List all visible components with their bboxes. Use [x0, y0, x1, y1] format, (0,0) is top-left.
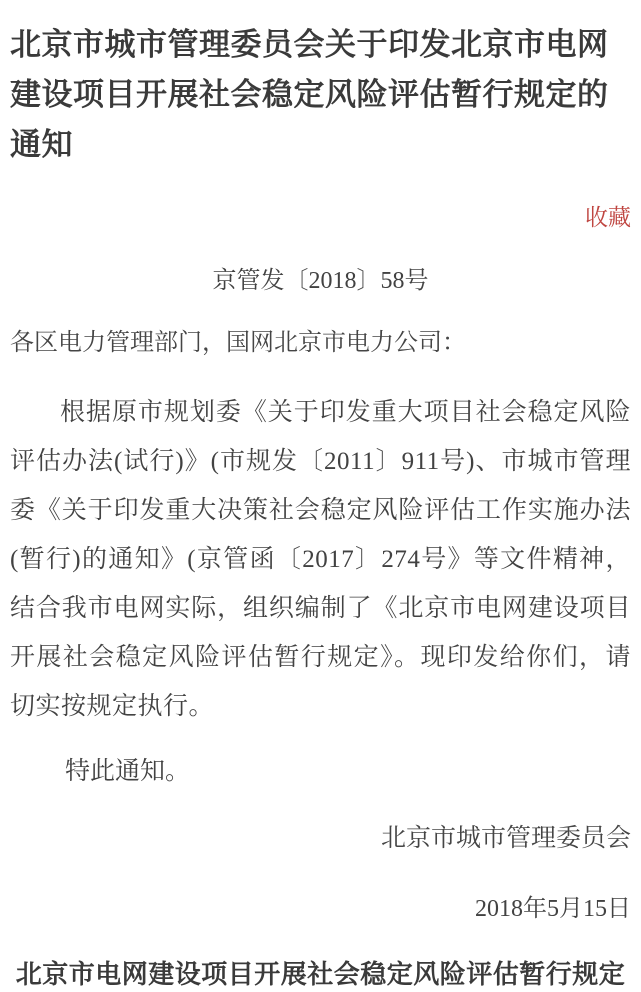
- favorite-row: [10, 203, 631, 235]
- document-title: 北京市城市管理委员会关于印发北京市电网建设项目开展社会稳定风险评估暂行规定的通知: [10, 27, 609, 162]
- closing-line: 特此通知。: [65, 758, 191, 785]
- issuing-authority: 北京市城市管理委员会: [380, 824, 631, 852]
- favorite-link[interactable]: 收藏: [585, 204, 631, 230]
- document-number: 京管发〔2018〕58号: [212, 268, 429, 294]
- salutation: 各区电力管理部门，国网北京市电力公司：: [10, 329, 466, 356]
- body-paragraph: 根据原市规划委《关于印发重大项目社会稳定风险评估办法(试行)》(市规发〔2011〕911号)、市城市管理委《关于印发重大决策社会稳定风险评估工作实施办法(暂行)的通知》(京管函〔2017〕274号》等文件精神，结合我市电网实际，组织编制了《北京市电网建设项目开展社会稳定风险评估暂行规定》。现印发给你们，请切实按规定执行。: [10, 399, 631, 720]
- issue-date: 2018年5月15日: [475, 896, 631, 922]
- attachment-title: 北京市电网建设项目开展社会稳定风险评估暂行规定: [15, 959, 626, 989]
